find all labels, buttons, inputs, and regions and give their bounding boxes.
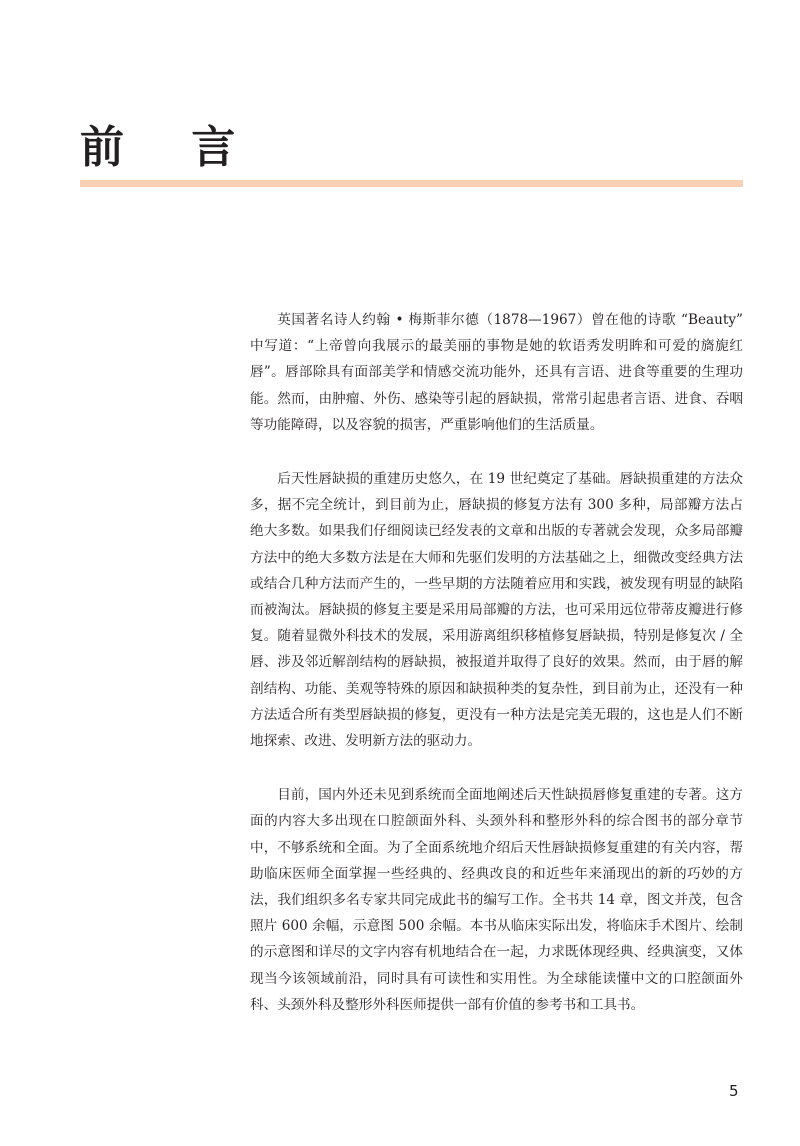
preface-body (250, 307, 743, 1046)
paragraph: 目前，国内外还未见到系统而全面地阐述后天性缺损唇修复重建的专著。这方面的内容大多出现在口腔颌面外科、头颈外科和整形外科的综合图书的部分章节中，不够系统和全面。为了全面系统地介绍后天性唇缺损修复重建的有关内容，帮助临床医师全面掌握一些经典的、经典改良的和近些年来涌现出的新的巧妙的方法，我们组织多名专家共同完成此书的编写工作。全书共 14 章，图文并茂，包含照片 600 余幅，示意图 500 余幅。本书从临床实际出发，将临床手术图片、绘制的示意图和详尽的文字内容有机地结合在一起，力求既体现经典、经典演变，又体现当今该领域前沿，同时具有可读性和实用性。为全球能读懂中文的口腔颌面外科、头颈外科及整形外科医师提供一部有价值的参考书和工具书。 (250, 787, 743, 1013)
paragraph: 英国著名诗人约翰 • 梅斯菲尔德（1878—1967）曾在他的诗歌 “Beauty” 中写道：“上帝曾向我展示的最美丽的事物是她的软语秀发明眸和可爱的旖旎红唇”。唇部除具有面部美学和情感交流功能外，还具有言语、进食等重要的生理功能。然而，由肿瘤、外伤、感染等引起的唇缺损，常常引起患者言语、进食、吞咽等功能障碍，以及容貌的损害，严重影响他们的生活质量。 (250, 312, 743, 433)
chapter-heading: 前 言 (80, 122, 262, 173)
paragraph: 后天性唇缺损的重建历史悠久，在 19 世纪奠定了基础。唇缺损重建的方法众多，据不完全统计，到目前为止，唇缺损的修复方法有 300 多种，局部瓣方法占绝大多数。如果我们仔细阅读已经发表的文章和出版的专著就会发现，众多局部瓣方法中的绝大多数方法是在大师和先驱们发明的方法基础之上，细微改变经典方法或结合几种方法而产生的，一些早期的方法随着应用和实践，被发现有明显的缺陷而被淘汰。唇缺损的修复主要是采用局部瓣的方法，也可采用远位带蒂皮瓣进行修复。随着显微外科技术的发展，采用游离组织移植修复唇缺损，特别是修复次 / 全唇、涉及邻近解剖结构的唇缺损，被报道并取得了良好的效果。然而，由于唇的解剖结构、功能、美观等特殊的原因和缺损种类的复杂性，到目前为止，还没有一种方法适合所有类型唇缺损的修复，更没有一种方法是完美无瑕的，这也是人们不断地探索、改进、发明新方法的驱动力。 (250, 471, 743, 750)
page-number: 5 (729, 1082, 739, 1100)
heading-underline-bar (80, 180, 743, 187)
